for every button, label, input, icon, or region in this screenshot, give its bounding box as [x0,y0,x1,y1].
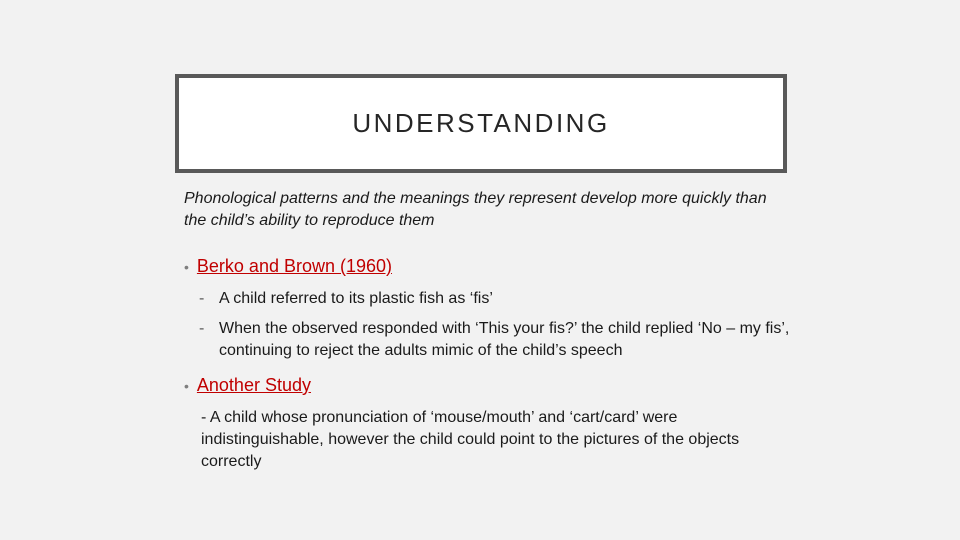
bullet-marker: • [184,378,189,394]
bullet-item [184,374,311,397]
another-study-paragraph: - A child whose pronunciation of ‘mouse/mouth’ and ‘cart/card’ were indistinguishable, however the child could point to the pictures of the objects correctly [201,409,740,470]
berko-brown-link[interactable]: Berko and Brown (1960) [196,256,393,276]
sub-bullet-item [199,318,799,362]
bullet-marker: • [184,259,189,275]
sub-bullet-text: When the observed responded with ‘This your fis?’ the child replied ‘No – my fis’, continuing to reject the adults mimic of the child’s speech [219,320,790,359]
bullet-item [184,255,392,278]
sub-bullet-text: A child referred to its plastic fish as ‘fis’ [219,290,493,307]
slide-title: UNDERSTANDING [352,108,610,138]
intro-text: Phonological patterns and the meanings they represent develop more quickly than the child’s ability to reproduce them [184,190,767,229]
title-box [175,74,787,173]
sub-bullet-marker: - [199,290,205,307]
another-study-link[interactable]: Another Study [196,375,311,395]
sub-bullet-marker: - [199,320,205,337]
sub-bullet-item [199,288,759,310]
